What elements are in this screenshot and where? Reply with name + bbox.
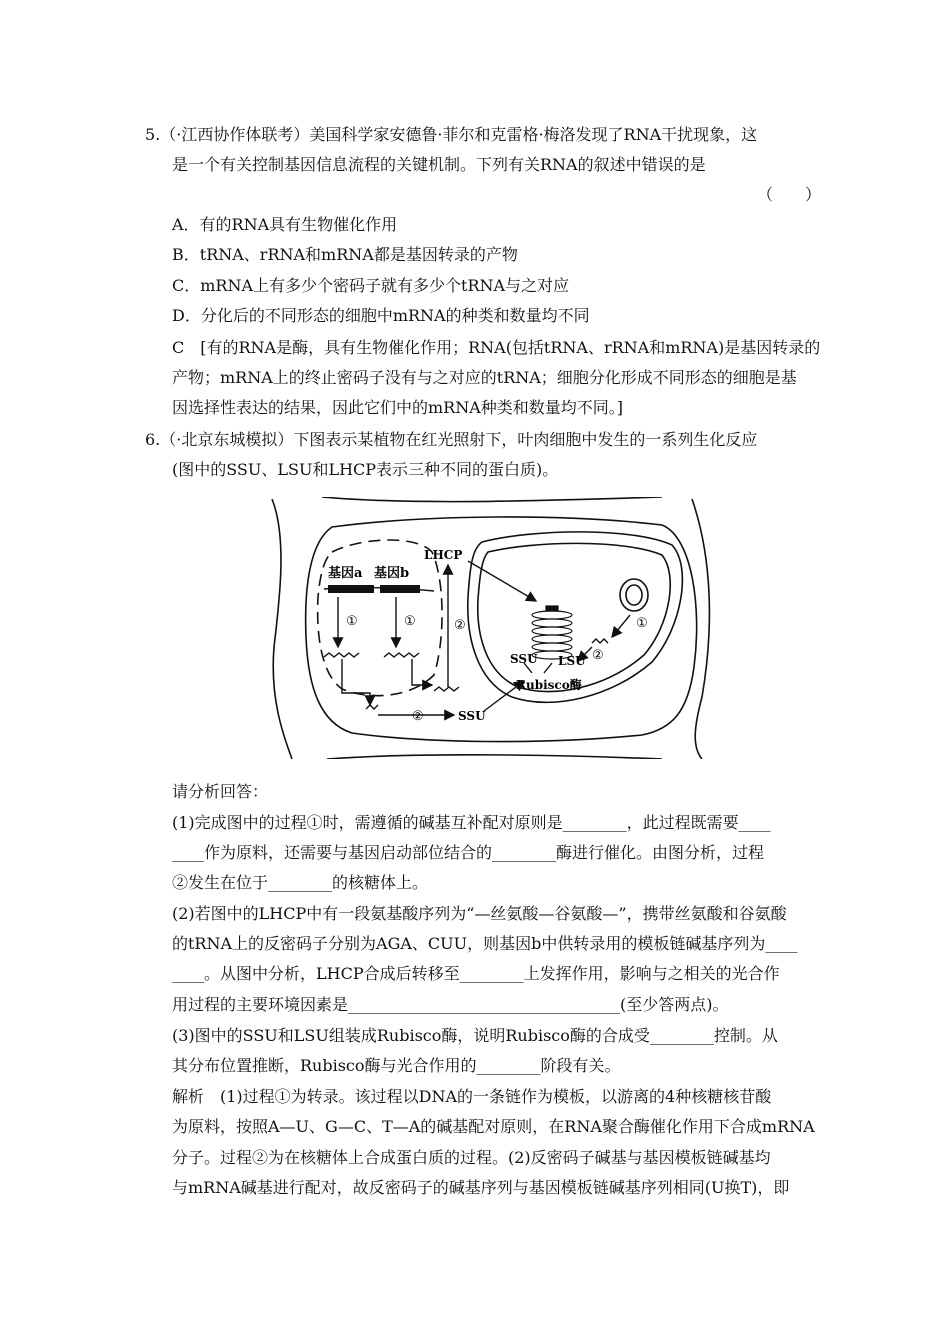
q6-analysis-line-1: 解析 (1)过程①为转录。该过程以DNA的一条链作为模板，以游离的4种核糖核苷酸 xyxy=(172,1087,772,1106)
q5-option-b: B．tRNA、rRNA和mRNA都是基因转录的产物 xyxy=(172,245,518,264)
step1-label-a: ① xyxy=(346,614,358,629)
gene-a-segment xyxy=(328,585,374,593)
mrna-chloroplast xyxy=(592,639,608,643)
gene-a-label: 基因a xyxy=(328,566,363,581)
cell-wall-right-outer xyxy=(692,499,709,759)
nucleus-envelope xyxy=(318,540,442,696)
q5-option-d: D．分化后的不同形态的细胞中mRNA的种类和数量均不同 xyxy=(172,306,590,325)
q5-option-c: C．mRNA上有多少个密码子就有多少个tRNA与之对应 xyxy=(172,276,570,295)
q5-stem-line-2: 是一个有关控制基因信息流程的关键机制。下列有关RNA的叙述中错误的是 xyxy=(172,155,706,174)
q6-text-line-3: ②发生在位于________的核糖体上。 xyxy=(172,873,429,892)
q5-answer-paren: （ ） xyxy=(757,185,822,204)
q6-text-line-4: (2)若图中的LHCP中有一段氨基酸序列为“—丝氨酸—谷氨酸—”，携带丝氨酸和谷氨酸 xyxy=(172,904,787,923)
q6-text-line-1: (1)完成图中的过程①时，需遵循的碱基互补配对原则是________，此过程既需要____ xyxy=(172,813,771,832)
q6-text-line-2: ____作为原料，还需要与基因启动部位结合的________酶进行催化。由图分析，过程 xyxy=(172,843,765,862)
mrna-a xyxy=(324,653,359,657)
q6-stem-line-1: 6.（·北京东城模拟）下图表示某植物在红光照射下，叶肉细胞中发生的一系列生化反应 xyxy=(145,430,758,449)
q6-analysis-line-4: 与mRNA碱基进行配对，故反密码子的碱基序列与基因模板链碱基序列相同(U换T)，即 xyxy=(172,1178,790,1197)
dna-strand xyxy=(324,585,434,593)
lhcp-label: LHCP xyxy=(424,548,463,562)
q6-text-line-8: (3)图中的SSU和LSU组装成Rubisco酶，说明Rubisco酶的合成受________控制。从 xyxy=(172,1026,778,1045)
step2-label-vertical: ② xyxy=(454,618,466,633)
cell-wall-outer-left xyxy=(272,499,292,759)
cell-diagram xyxy=(262,497,720,759)
ssu-label-chloroplast: SSU xyxy=(510,652,538,666)
chloroplast xyxy=(468,532,683,702)
lsu-label: LSU xyxy=(558,654,586,668)
q6-analysis-line-3: 分子。过程②为在核糖体上合成蛋白质的过程。(2)反密码子碱基与基因模板链碱基均 xyxy=(172,1148,771,1167)
mrna-ribosome xyxy=(366,705,378,709)
step1-label-chloroplast: ① xyxy=(636,616,648,631)
cell-wall-top xyxy=(322,497,662,502)
q6-text-line-9: 其分布位置推断，Rubisco酶与光合作用的________阶段有关。 xyxy=(172,1056,621,1075)
q6-text-line-5: 的tRNA上的反密码子分别为AGA、CUU，则基因b中供转录用的模板链碱基序列为____ xyxy=(172,934,798,953)
q5-option-a: A．有的RNA具有生物催化作用 xyxy=(172,215,398,234)
thylakoid-stack xyxy=(532,606,572,659)
gene-b-label: 基因b xyxy=(374,566,410,581)
q6-prompt: 请分析回答： xyxy=(172,782,269,801)
q6-stem-line-2: (图中的SSU、LSU和LHCP表示三种不同的蛋白质)。 xyxy=(172,460,559,479)
q6-text-line-6: ____。从图中分析，LHCP合成后转移至________上发挥作用，影响与之相关的光合作 xyxy=(172,964,780,983)
mrna-b xyxy=(384,653,419,657)
rubisco-label: Rubisco酶 xyxy=(516,678,582,692)
q5-stem-line-1: 5.（·江西协作体联考）美国科学家安德鲁·菲尔和克雷格·梅洛发现了RNA干扰现象，这 xyxy=(145,125,758,144)
chloroplast-vesicle xyxy=(620,579,648,611)
q5-answer-line-2: 产物；mRNA上的终止密码子没有与之对应的tRNA；细胞分化形成不同形态的细胞是基 xyxy=(172,368,797,387)
mrna-cytoplasm xyxy=(434,687,459,691)
gene-b-segment xyxy=(380,585,420,593)
step2-label-bottom: ② xyxy=(412,709,424,724)
cell-wall-bottom xyxy=(327,755,662,759)
step1-label-b: ① xyxy=(404,614,416,629)
ssu-label-cytoplasm: SSU xyxy=(458,709,486,723)
q6-analysis-line-2: 为原料，按照A—U、G—C、T—A的碱基配对原则，在RNA聚合酶催化作用下合成mRNA xyxy=(172,1117,815,1136)
q6-text-line-7: 用过程的主要环境因素是__________________________________(至少答两点)。 xyxy=(172,995,729,1014)
step2-label-chloroplast: ② xyxy=(592,648,604,663)
q5-answer-line-1: C [有的RNA是酶，具有生物催化作用；RNA(包括tRNA、rRNA和mRNA)是基因转录的 xyxy=(172,338,821,357)
q5-answer-line-3: 因选择性表达的结果，因此它们中的mRNA种类和数量均不同。] xyxy=(172,398,624,417)
